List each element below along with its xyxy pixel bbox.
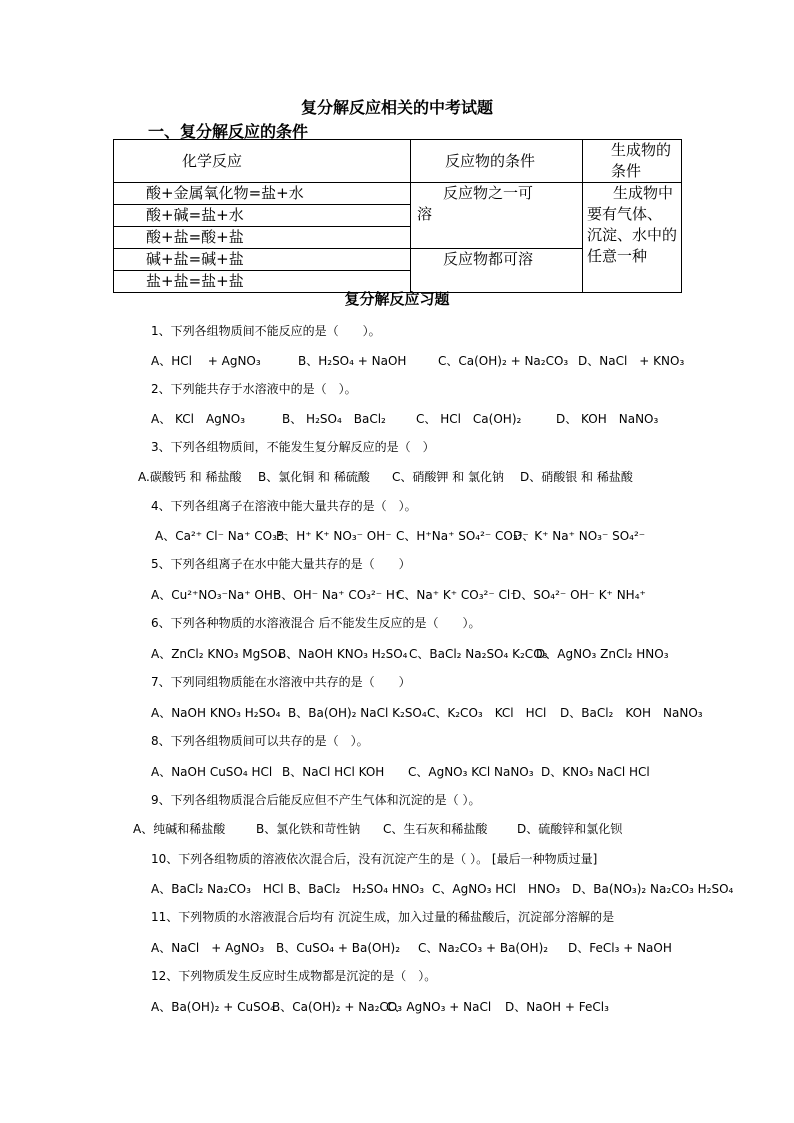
option-d: D、Ba(NO₃)₂ Na₂CO₃ H₂SO₄ xyxy=(572,882,734,896)
option-b: B、CuSO₄ + Ba(OH)₂ xyxy=(276,941,401,955)
option-d: D、硝酸银 和 稀盐酸 xyxy=(520,470,633,484)
option-a: A、BaCl₂ Na₂CO₃ HCl xyxy=(151,882,284,896)
question-7: 7、下列同组物质能在水溶液中共存的是（ ） xyxy=(151,675,411,689)
table-row xyxy=(114,183,682,205)
option-a: A、ZnCl₂ KNO₃ MgSO₄ xyxy=(151,647,283,661)
option-b: B、Ba(OH)₂ NaCl K₂SO₄ xyxy=(288,706,427,720)
option-b: B、Ca(OH)₂ + Na₂CO₃ xyxy=(272,1000,403,1014)
product-condition-cell xyxy=(583,183,682,293)
option-c: C、 HCl Ca(OH)₂ xyxy=(416,412,522,426)
option-c: C、BaCl₂ Na₂SO₄ K₂CO₃ xyxy=(409,647,548,661)
reaction-cell: 酸+碱=盐+水 xyxy=(114,205,411,227)
conditions-table xyxy=(113,139,682,293)
option-a: A、HCl + AgNO₃ xyxy=(151,354,261,368)
question-9: 9、下列各组物质混合后能反应但不产生气体和沉淀的是（ ）。 xyxy=(151,793,481,807)
option-d: D、K⁺ Na⁺ NO₃⁻ SO₄²⁻ xyxy=(513,529,646,543)
question-1: 1、下列各组物质间不能反应的是（ ）。 xyxy=(151,324,381,338)
option-a: A.碳酸钙 和 稀盐酸 xyxy=(138,470,242,484)
exercises-title: 复分解反应习题 xyxy=(344,290,450,308)
option-a: A、NaCl + AgNO₃ xyxy=(151,941,265,955)
option-c: C、H⁺Na⁺ SO₄²⁻ CO₃²⁻ xyxy=(396,529,529,543)
question-6: 6、下列各种物质的水溶液混合 后不能发生反应的是（ ）。 xyxy=(151,616,481,630)
option-b: B、 H₂SO₄ BaCl₂ xyxy=(282,412,386,426)
option-c: C、AgNO₃ + NaCl xyxy=(386,1000,492,1014)
option-a: A、纯碱和稀盐酸 xyxy=(133,822,226,836)
question-3: 3、下列各组物质间，不能发生复分解反应的是（ ） xyxy=(151,440,435,454)
reactant-condition-text: 反应物之一可 xyxy=(443,184,534,202)
option-d: D、FeCl₃ + NaOH xyxy=(568,941,672,955)
option-b: B、氯化铜 和 稀硫酸 xyxy=(258,470,370,484)
option-b: B、NaCl HCl KOH xyxy=(282,765,385,779)
option-d: D、NaCl + KNO₃ xyxy=(578,354,685,368)
page-title: 复分解反应相关的中考试题 xyxy=(300,98,493,117)
option-b: B、OH⁻ Na⁺ CO₃²⁻ H⁺ xyxy=(273,588,402,602)
question-5: 5、下列各组离子在水中能大量共存的是（ ） xyxy=(151,557,411,571)
option-d: D、NaOH + FeCl₃ xyxy=(505,1000,609,1014)
product-condition-text: 生成物中要有气体、 xyxy=(587,184,674,223)
option-c: C、生石灰和稀盐酸 xyxy=(383,822,488,836)
reaction-cell: 酸+盐=酸+盐 xyxy=(114,227,411,249)
option-b: B、氯化铁和苛性钠 xyxy=(256,822,361,836)
question-8: 8、下列各组物质间可以共存的是（ ）。 xyxy=(151,734,369,748)
option-a: A、NaOH KNO₃ H₂SO₄ xyxy=(151,706,281,720)
reactant-condition-all-soluble xyxy=(411,249,583,293)
option-b: B、NaOH KNO₃ H₂SO₄ xyxy=(278,647,408,661)
option-c: C、Ca(OH)₂ + Na₂CO₃ xyxy=(438,354,569,368)
option-c: C、硝酸钾 和 氯化钠 xyxy=(392,470,505,484)
option-d: D、SO₄²⁻ OH⁻ K⁺ NH₄⁺ xyxy=(512,588,646,602)
option-b: B、H₂SO₄ + NaOH xyxy=(298,354,407,368)
option-d: D、AgNO₃ ZnCl₂ HNO₃ xyxy=(536,647,669,661)
question-2: 2、下列能共存于水溶液中的是（ ）。 xyxy=(151,382,357,396)
option-b: B、H⁺ K⁺ NO₃⁻ OH⁻ xyxy=(276,529,392,543)
header-product-condition: 生成物的条件 xyxy=(583,140,682,183)
question-12: 12、下列物质发生反应时生成物都是沉淀的是（ ）。 xyxy=(151,969,437,983)
question-4: 4、下列各组离子在溶液中能大量共存的是（ ）。 xyxy=(151,499,417,513)
option-d: D、硫酸锌和氯化钡 xyxy=(517,822,623,836)
option-a: A、Ba(OH)₂ + CuSO₄ xyxy=(151,1000,275,1014)
option-a: A、Cu²⁺NO₃⁻Na⁺ OH⁻ xyxy=(151,588,280,602)
reaction-cell: 碱+盐=碱+盐 xyxy=(114,249,411,271)
option-c: C、AgNO₃ KCl NaNO₃ xyxy=(408,765,534,779)
reaction-cell: 酸+金属氧化物=盐+水 xyxy=(114,183,411,205)
option-b: B、BaCl₂ H₂SO₄ HNO₃ xyxy=(288,882,425,896)
option-c: C、K₂CO₃ KCl HCl xyxy=(427,706,547,720)
option-d: D、KNO₃ NaCl HCl xyxy=(541,765,650,779)
header-reactant-condition: 反应物的条件 xyxy=(411,140,583,183)
reactant-condition-one-soluble xyxy=(411,183,583,249)
reaction-cell: 盐+盐=盐+盐 xyxy=(114,271,411,293)
option-d: D、 KOH NaNO₃ xyxy=(556,412,659,426)
option-c: C、Na₂CO₃ + Ba(OH)₂ xyxy=(418,941,549,955)
option-a: A、NaOH CuSO₄ HCl xyxy=(151,765,273,779)
question-10: 10、下列各组物质的溶液依次混合后，没有沉淀产生的是（ ）。 [最后一种物质过量] xyxy=(151,852,598,866)
reactant-condition-text: 反应物都可溶 xyxy=(443,250,534,268)
option-a: A、 KCl AgNO₃ xyxy=(151,412,246,426)
section-heading: 一、复分解反应的条件 xyxy=(148,122,309,141)
table-header-row xyxy=(114,140,682,183)
product-condition-text: 沉淀、水中的任意一种 xyxy=(587,226,678,265)
option-c: C、Na⁺ K⁺ CO₃²⁻ Cl⁻ xyxy=(396,588,517,602)
option-c: C、AgNO₃ HCl HNO₃ xyxy=(432,882,561,896)
option-a: A、Ca²⁺ Cl⁻ Na⁺ CO₃²⁻ xyxy=(155,529,289,543)
question-11: 11、下列物质的水溶液混合后均有 沉淀生成，加入过量的稀盐酸后，沉淀部分溶解的是 xyxy=(151,910,615,924)
reactant-condition-text: 溶 xyxy=(417,205,433,223)
option-d: D、BaCl₂ KOH NaNO₃ xyxy=(560,706,703,720)
header-reaction: 化学反应 xyxy=(114,140,411,183)
